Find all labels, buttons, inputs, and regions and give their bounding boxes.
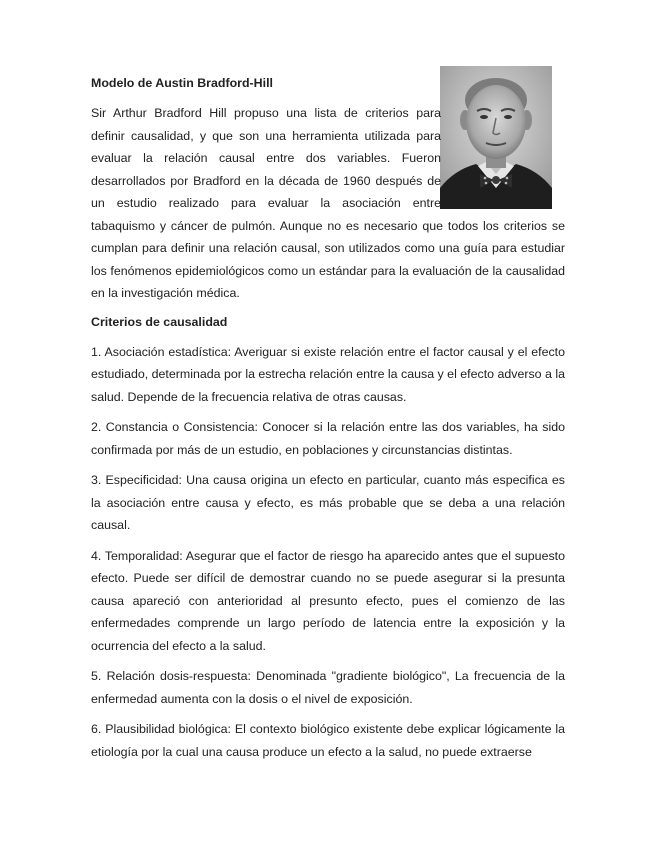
intro-paragraph (91, 102, 565, 305)
criterion-3: 3. Especificidad: Una causa origina un efecto en particular, cuanto más especifica es la asociación entre causa y efecto, es más probable que se deba a una relación causal. (91, 473, 565, 532)
criterion-2: 2. Constancia o Consistencia: Conocer si la relación entre las dos variables, ha sido confirmada por más de un estudio, en poblaciones y circunstancias distintas. (91, 420, 565, 457)
document-title: Modelo de Austin Bradford-Hill (91, 76, 273, 90)
document-body (91, 74, 565, 771)
criterion-5: 5. Relación dosis-respuesta: Denominada "gradiente biológico", La frecuencia de la enfermedad aumenta con la dosis o el nivel de exposición. (91, 669, 565, 706)
criterion-6: 6. Plausibilidad biológica: El contexto biológico existente debe explicar lógicamente la etiología por la cual una causa produce un efecto a la salud, no puede extraerse (91, 722, 565, 759)
photo-wrap-spacer (441, 102, 565, 202)
criterion-1: 1. Asociación estadística: Averiguar si existe relación entre el factor causal y el efecto estudiado, determinada por la estrecha relación entre la causa y el efecto adverso a la salud. Depende de la frecuencia relativa de otras causas. (91, 344, 565, 404)
section-title: Criterios de causalidad (91, 314, 228, 329)
criterion-4: 4. Temporalidad: Asegurar que el factor de riesgo ha aparecido antes que el supuesto efecto. Puede ser difícil de demostrar cuando no se puede asegurar si la presunta causa apareció con anterioridad al presunto efecto, pues el comienzo de las enfermedades comprende un largo período de latencia entre la exposición y la ocurrencia del efecto a la salud. (91, 548, 565, 653)
intro-text: Sir Arthur Bradford Hill propuso una lista de criterios para definir causalidad, y que son una herramienta utilizada para evaluar la relación causal entre dos variables. Fueron desarrollados por Bradford en la década de 1960 después de un estudio realizado para evaluar la asociación entre tabaquismo y cáncer de pulmón. Aunque no es necesario que todos los criterios se cumplan para definir una relación causal, son utilizados como una guía para estudiar los fenómenos epidemiológicos como un estándar para la evaluación de la causalidad en la investigación médica. (91, 106, 565, 300)
